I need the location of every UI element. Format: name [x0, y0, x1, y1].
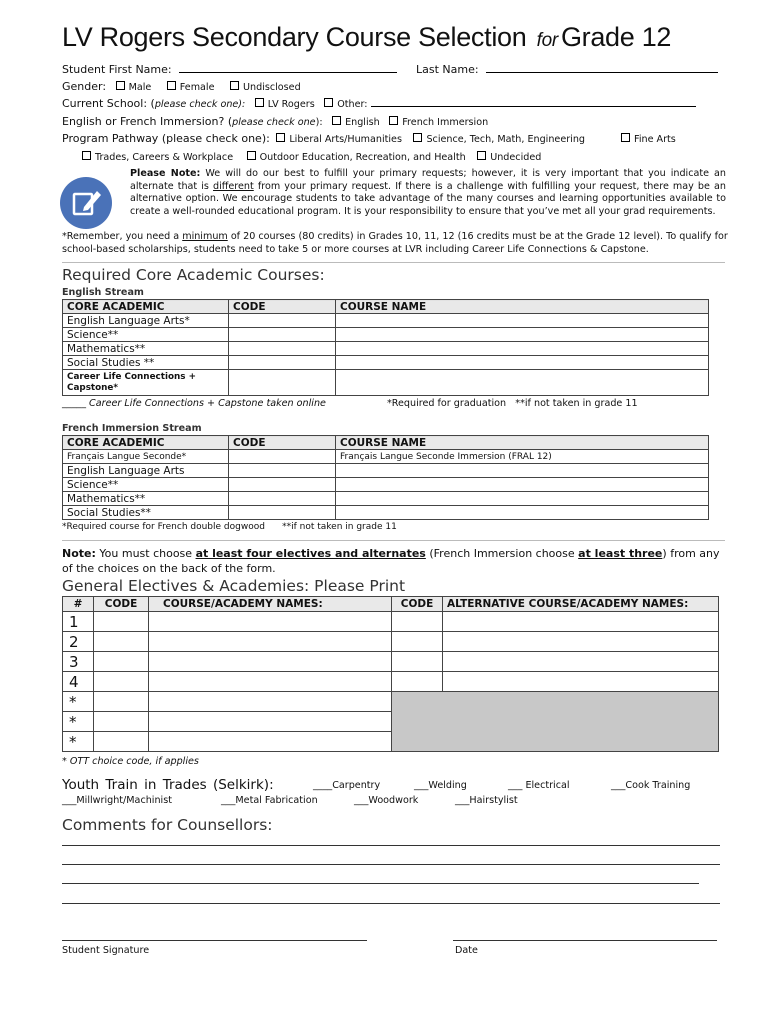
- french-stream-table: [62, 435, 709, 520]
- table-row: [63, 652, 719, 672]
- header-core-academic: CORE ACADEMIC: [63, 436, 229, 450]
- gender-label: Gender:: [62, 80, 107, 93]
- hairstylist-option[interactable]: ___Hairstylist: [455, 795, 518, 806]
- code-cell[interactable]: [94, 732, 149, 752]
- pathway-liberal-arts-label: Liberal Arts/Humanities: [289, 134, 402, 145]
- electives-note-e: ) from any of the choices on the back of the form.: [62, 547, 720, 575]
- last-name-row: [416, 63, 718, 76]
- electives-note-d: at least three: [578, 547, 663, 560]
- gender-undisclosed-checkbox[interactable]: [230, 81, 239, 90]
- school-other-field[interactable]: [371, 97, 696, 107]
- if-not-taken-note: **if not taken in grade 11: [515, 398, 638, 409]
- gender-undisclosed-label: Undisclosed: [243, 82, 301, 93]
- alt-code-cell[interactable]: [392, 652, 443, 672]
- pathway-row-2: [76, 150, 541, 163]
- pathway-stem-checkbox[interactable]: [413, 133, 422, 142]
- header-course-name: COURSE NAME: [336, 436, 709, 450]
- row-number: 1: [63, 612, 94, 632]
- language-english-label: English: [345, 117, 380, 128]
- course-name-cell[interactable]: [336, 478, 709, 492]
- title-grade: Grade 12: [560, 22, 672, 52]
- student-name-row: [62, 63, 397, 76]
- alt-code-cell[interactable]: [392, 672, 443, 692]
- table-row: [63, 342, 709, 356]
- french-required-note: *Required course for French double dogwood: [62, 522, 265, 532]
- pathway-fine-arts: [615, 132, 676, 145]
- pencil-note-icon: [60, 177, 112, 229]
- table-row: [63, 612, 719, 632]
- date-label: Date: [455, 945, 478, 956]
- course-cell[interactable]: [149, 692, 392, 712]
- first-name-label: Student First Name:: [62, 63, 172, 76]
- school-other-checkbox[interactable]: [324, 98, 333, 107]
- carpentry-option[interactable]: ____Carpentry: [313, 780, 381, 791]
- course-name-cell[interactable]: [336, 328, 709, 342]
- header-core-academic: CORE ACADEMIC: [63, 300, 229, 314]
- course-cell[interactable]: [149, 632, 392, 652]
- title-for: for: [536, 30, 558, 51]
- electives-note-c: (French Immersion choose: [429, 547, 575, 560]
- core-cell: Mathematics**: [63, 492, 229, 506]
- code-cell[interactable]: [229, 492, 336, 506]
- header-code: CODE: [229, 300, 336, 314]
- row-number: 4: [63, 672, 94, 692]
- french-not-taken-note: **if not taken in grade 11: [282, 522, 397, 532]
- header-code: CODE: [229, 436, 336, 450]
- core-cell: Mathematics**: [63, 342, 229, 356]
- electrical-option[interactable]: ___ Electrical: [508, 780, 570, 791]
- core-cell: Social Studies**: [63, 506, 229, 520]
- alt-course-cell[interactable]: [443, 652, 719, 672]
- course-cell[interactable]: [149, 612, 392, 632]
- clc-online-row: [62, 398, 326, 409]
- core-cell: English Language Arts: [63, 464, 229, 478]
- pathway-row: [62, 132, 585, 145]
- language-french-checkbox[interactable]: [389, 116, 398, 125]
- last-name-field[interactable]: [486, 63, 718, 73]
- table-row: [63, 478, 709, 492]
- language-french-label: French Immersion: [402, 117, 489, 128]
- note-text-2: from your primary request. If there is a challenge with fulfilling your request, there may be an alternative option. We encourage students to take advantage of the many courses and learning opportunities available to create a well-rounded educational program. It is your responsibility to ensure that you’ve met all your grad requirements.: [130, 180, 726, 217]
- core-cell: Science**: [63, 328, 229, 342]
- header-alternative-names: ALTERNATIVE COURSE/ACADEMY NAMES:: [443, 597, 719, 612]
- core-cell: Français Langue Seconde*: [63, 450, 229, 464]
- woodwork-option[interactable]: ___Woodwork: [354, 795, 419, 806]
- grad-notes: [387, 398, 638, 409]
- course-name-cell[interactable]: [336, 492, 709, 506]
- please-note-label: Please Note:: [130, 168, 201, 179]
- course-name-cell[interactable]: [336, 506, 709, 520]
- header-course-names: COURSE/ACADEMY NAMES:: [149, 597, 392, 612]
- pathway-outdoor-label: Outdoor Education, Recreation, and Health: [259, 152, 466, 163]
- divider: [62, 262, 725, 263]
- school-row: [62, 97, 696, 110]
- ott-note: * OTT choice code, if applies: [62, 756, 199, 767]
- title-main: LV Rogers Secondary Course Selection: [62, 22, 527, 52]
- header-alt-code: CODE: [392, 597, 443, 612]
- english-stream-table: [62, 299, 709, 396]
- table-row: [63, 370, 709, 396]
- first-name-field[interactable]: [179, 63, 397, 73]
- pathway-fine-arts-checkbox[interactable]: [621, 133, 630, 142]
- note-text-1: We will do our best to fulfill your primary requests; however, it is very important that you indicate an alternate that is: [130, 168, 726, 192]
- language-label: English or French Immersion? (: [62, 115, 233, 128]
- language-hint: please check one: [232, 117, 316, 128]
- course-name-cell[interactable]: [336, 314, 709, 328]
- header-number: #: [63, 597, 94, 612]
- school-lvrogers-label: LV Rogers: [267, 99, 315, 110]
- code-cell[interactable]: [94, 692, 149, 712]
- school-label: Current School: (: [62, 97, 155, 110]
- code-cell[interactable]: [229, 370, 336, 396]
- core-cell: Social Studies **: [63, 356, 229, 370]
- table-row: [63, 692, 719, 712]
- language-english-checkbox[interactable]: [332, 116, 341, 125]
- pathway-label: Program Pathway (please check one):: [62, 132, 270, 145]
- remember-text: [62, 231, 732, 256]
- pathway-trades-checkbox[interactable]: [82, 151, 91, 160]
- electives-note-a: You must choose: [99, 547, 193, 560]
- table-row: [63, 492, 709, 506]
- cook-training-option[interactable]: ___Cook Training: [611, 780, 691, 791]
- pathway-undecided-checkbox[interactable]: [477, 151, 486, 160]
- required-for-graduation: *Required for graduation: [387, 398, 507, 409]
- language-row: [62, 115, 488, 128]
- remember-b: of 20 courses (80 credits) in Grades 10, 11, 12 (16 credits must be at the Grade 12 level). To qualify for school-based scholarships, students need to take 5 or more courses at LVR including Career Life Connections & Capstone.: [62, 231, 728, 255]
- english-stream-label: English Stream: [62, 287, 144, 298]
- code-cell[interactable]: [229, 328, 336, 342]
- french-notes: [62, 522, 397, 532]
- course-name-cell[interactable]: [336, 356, 709, 370]
- course-cell[interactable]: [149, 732, 392, 752]
- comment-line[interactable]: [62, 864, 720, 865]
- note-different: different: [213, 180, 254, 192]
- alt-code-cell[interactable]: [392, 612, 443, 632]
- row-number: 3: [63, 652, 94, 672]
- pathway-fine-arts-label: Fine Arts: [634, 134, 676, 145]
- school-hint: please check one):: [154, 99, 246, 110]
- course-name-cell: Français Langue Seconde Immersion (FRAL 12): [336, 450, 709, 464]
- school-lvrogers-checkbox[interactable]: [255, 98, 264, 107]
- row-number: *: [63, 692, 94, 712]
- table-row: [63, 314, 709, 328]
- metal-fabrication-option[interactable]: ___Metal Fabrication: [221, 795, 318, 806]
- code-cell[interactable]: [229, 342, 336, 356]
- code-cell[interactable]: [229, 450, 336, 464]
- clc-note: Career Life Connections + Capstone taken online: [89, 398, 326, 409]
- electives-note-label: Note:: [62, 547, 96, 560]
- millwright-option[interactable]: ___Millwright/Machinist: [62, 795, 172, 806]
- course-cell[interactable]: [149, 672, 392, 692]
- code-cell[interactable]: [94, 712, 149, 732]
- row-number: 2: [63, 632, 94, 652]
- table-row: [63, 464, 709, 478]
- comment-line[interactable]: [62, 903, 720, 904]
- alt-course-cell[interactable]: [443, 612, 719, 632]
- code-cell[interactable]: [94, 652, 149, 672]
- comments-heading: Comments for Counsellors:: [62, 816, 273, 834]
- row-number: *: [63, 732, 94, 752]
- code-cell[interactable]: [94, 672, 149, 692]
- core-cell: English Language Arts*: [63, 314, 229, 328]
- pathway-undecided-label: Undecided: [490, 152, 542, 163]
- remember-minimum: minimum: [182, 231, 228, 242]
- code-cell[interactable]: [229, 464, 336, 478]
- table-row: [63, 632, 719, 652]
- alt-course-cell[interactable]: [443, 672, 719, 692]
- core-cell: Science**: [63, 478, 229, 492]
- divider: [62, 540, 725, 541]
- date-line[interactable]: [453, 940, 717, 941]
- course-cell[interactable]: [149, 652, 392, 672]
- please-note-text: [130, 168, 726, 218]
- alt-course-cell[interactable]: [443, 632, 719, 652]
- core-cell: Career Life Connections + Capstone*: [63, 370, 229, 396]
- page-title: [62, 22, 671, 53]
- course-name-cell[interactable]: [336, 342, 709, 356]
- electives-heading: General Electives & Academies: Please Print: [62, 577, 406, 595]
- electives-table: [62, 596, 719, 752]
- table-row: [63, 356, 709, 370]
- gender-female-checkbox[interactable]: [167, 81, 176, 90]
- language-close: ):: [315, 117, 323, 128]
- comment-line[interactable]: [62, 845, 720, 846]
- youth-train-label: Youth Train in Trades (Selkirk):: [62, 777, 274, 793]
- course-name-cell[interactable]: [336, 370, 709, 396]
- code-cell[interactable]: [94, 632, 149, 652]
- code-cell[interactable]: [229, 478, 336, 492]
- alternatives-disabled-area: [392, 692, 719, 752]
- pathway-liberal-arts-checkbox[interactable]: [276, 133, 285, 142]
- header-code: CODE: [94, 597, 149, 612]
- last-name-label: Last Name:: [416, 63, 479, 76]
- clc-blank[interactable]: _____: [62, 398, 86, 409]
- table-row: [63, 328, 709, 342]
- course-name-cell[interactable]: [336, 464, 709, 478]
- gender-male-checkbox[interactable]: [116, 81, 125, 90]
- code-cell[interactable]: [94, 612, 149, 632]
- table-row: [63, 450, 709, 464]
- alt-code-cell[interactable]: [392, 632, 443, 652]
- gender-row: [62, 80, 301, 93]
- row-number: *: [63, 712, 94, 732]
- welding-option[interactable]: ___Welding: [414, 780, 467, 791]
- code-cell[interactable]: [229, 356, 336, 370]
- student-signature-line[interactable]: [62, 940, 367, 941]
- pathway-outdoor-checkbox[interactable]: [247, 151, 256, 160]
- pathway-trades-label: Trades, Careers & Workplace: [95, 152, 234, 163]
- school-other-label: Other:: [337, 99, 368, 110]
- gender-male-label: Male: [128, 82, 152, 93]
- gender-female-label: Female: [179, 82, 215, 93]
- student-signature-label: Student Signature: [62, 945, 150, 956]
- electives-note: [62, 546, 727, 576]
- pathway-stem-label: Science, Tech, Math, Engineering: [426, 134, 586, 145]
- core-heading: Required Core Academic Courses:: [62, 266, 325, 284]
- header-course-name: COURSE NAME: [336, 300, 709, 314]
- course-cell[interactable]: [149, 712, 392, 732]
- electives-note-b: at least four electives and alternates: [195, 547, 426, 560]
- french-stream-label: French Immersion Stream: [62, 423, 202, 434]
- comment-line[interactable]: [62, 883, 699, 884]
- remember-a: *Remember, you need a: [62, 231, 180, 242]
- table-row: [63, 506, 709, 520]
- code-cell[interactable]: [229, 506, 336, 520]
- code-cell[interactable]: [229, 314, 336, 328]
- table-row: [63, 672, 719, 692]
